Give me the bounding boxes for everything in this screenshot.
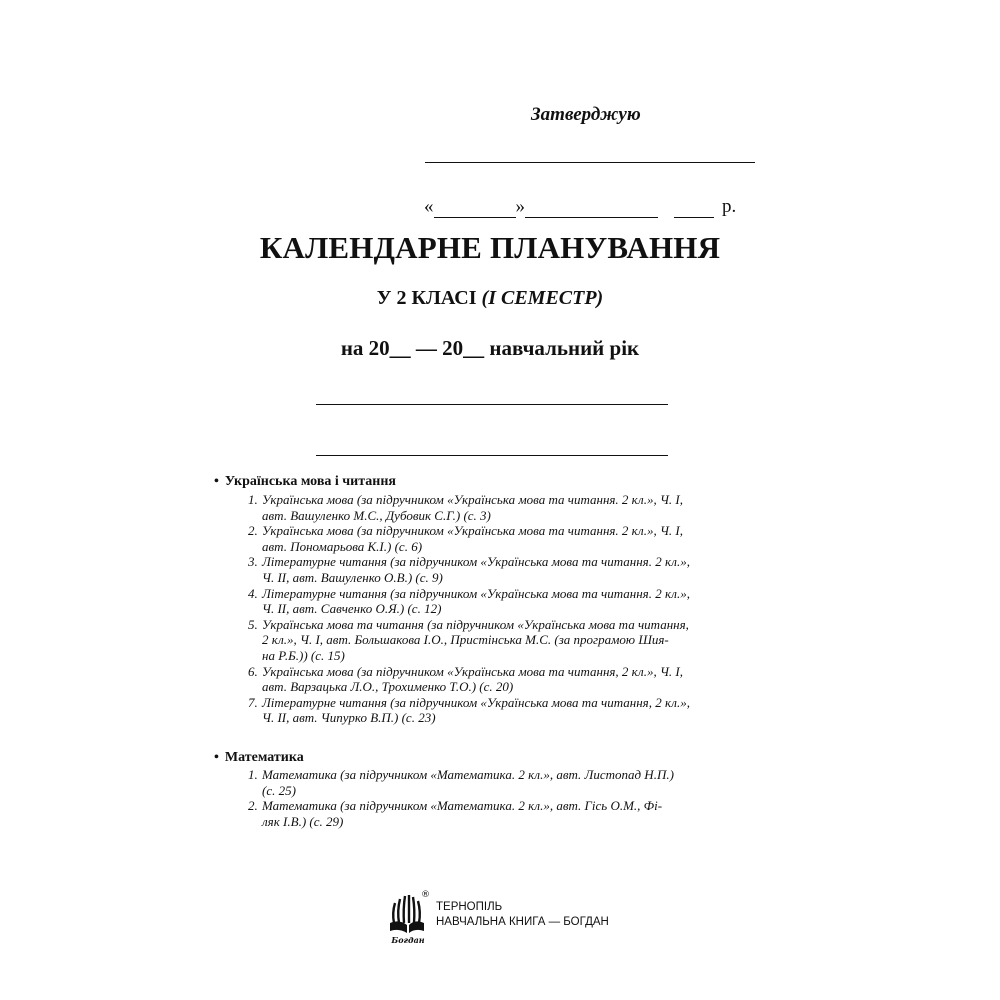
list-item: 1. Українська мова (за підручником «Українська мова та читання. 2 кл.», Ч. І, авт. Вашуленко М.С., Дубовик С.Г.) (с. 3)	[248, 492, 683, 523]
math-items-list	[248, 767, 768, 829]
approve-label: Затверджую	[531, 104, 641, 125]
subtitle-class: У 2 КЛАСІ	[376, 287, 482, 309]
section-ukrainian: • Українська мова і читання	[214, 474, 396, 489]
publisher-text	[436, 900, 609, 930]
list-item: 3. Літературне читання (за підручником «Українська мова та читання. 2 кл.», Ч. ІІ, авт. Вашуленко О.В.) (с. 9)	[248, 554, 690, 585]
day-blank	[434, 202, 516, 218]
list-item: 5. Українська мова та читання (за підручником «Українська мова та читання, 2 кл.», Ч. І, авт. Большакова І.О., Пристінська М.С. (за програмою Шия- на Р.Б.)) (с. 15)	[248, 616, 689, 663]
list-item: 6. Українська мова (за підручником «Українська мова та читання, 2 кл.», Ч. І, авт. Варзацька Л.О., Трохименко Т.О.) (с. 20)	[248, 663, 683, 695]
section-math: • Математика	[214, 750, 304, 765]
page-subtitle	[0, 287, 980, 310]
date-close-quote: »	[515, 196, 525, 217]
list-item: 2. Математика (за підручником «Математика. 2 кл.», авт. Гісь О.М., Фі- ляк І.В.) (с. 29)	[248, 798, 663, 829]
publisher-name: НАВЧАЛЬНА КНИГА — БОГДАН	[436, 916, 609, 928]
logo-script: Богдан	[391, 935, 425, 945]
year-blank	[674, 202, 714, 218]
date-suffix: р.	[722, 196, 737, 217]
school-name-line	[316, 455, 668, 456]
publisher-city: ТЕРНОПІЛЬ	[436, 901, 503, 913]
section-title: Українська мова і читання	[224, 474, 396, 489]
section-title: Математика	[224, 750, 304, 765]
registered-mark: ®	[421, 890, 430, 900]
date-open-quote: «	[424, 196, 434, 217]
list-item: 4. Літературне читання (за підручником «Українська мова та читання. 2 кл.», Ч. ІІ, авт. Савченко О.Я.) (с. 12)	[248, 585, 690, 617]
month-blank	[525, 202, 658, 218]
list-item: 1. Математика (за підручником «Математика. 2 кл.», авт. Листопад Н.П.) (с. 25)	[248, 767, 674, 798]
school-year: на 20__ — 20__ навчальний рік	[340, 336, 640, 360]
teacher-name-line	[316, 404, 668, 405]
list-item: 2. Українська мова (за підручником «Українська мова та читання. 2 кл.», Ч. І, авт. Пономарьова К.І.) (с. 6)	[248, 523, 683, 554]
list-item: 7. Літературне читання (за підручником «Українська мова та читання, 2 кл.», Ч. ІІ, авт. Чипурко В.П.) (с. 23)	[248, 694, 690, 726]
page-title: КАЛЕНДАРНЕ ПЛАНУВАННЯ	[259, 230, 721, 265]
signature-line	[425, 162, 755, 163]
date-line	[424, 196, 736, 218]
subtitle-semester: (І СЕМЕСТР)	[481, 287, 604, 309]
book-candle-logo-icon	[386, 893, 430, 945]
ukrainian-items-list	[248, 492, 768, 726]
